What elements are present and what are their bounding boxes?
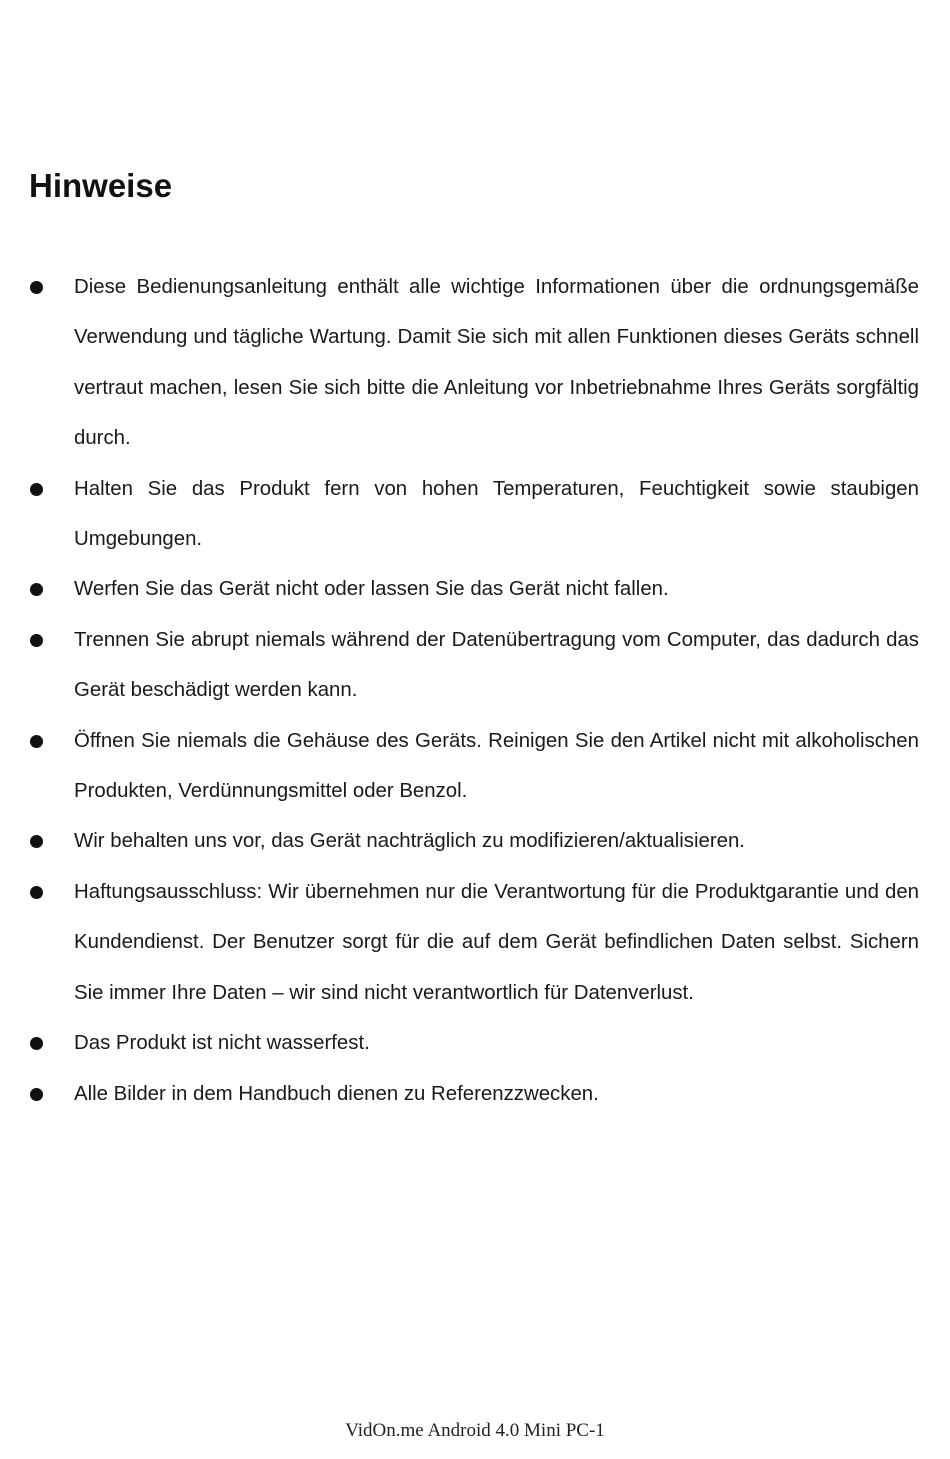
list-item [0,716,950,817]
notes-list [0,262,950,1119]
note-text: Das Produkt ist nicht wasserfest. [74,1032,370,1055]
bullet-icon [30,634,43,647]
bullet-icon [30,583,43,596]
note-text: Wir behalten uns vor, das Gerät nachträglich zu modifizieren/aktualisieren. [74,830,745,853]
bullet-icon [30,281,43,294]
note-text: Öffnen Sie niemals die Gehäuse des Geräts. Reinigen Sie den Artikel nicht mit alkoholischen Produkten, Verdünnungsmittel oder Benzol. [74,729,919,803]
page-footer: VidOn.me Android 4.0 Mini PC-1 [345,1420,605,1441]
list-item [0,1018,950,1068]
note-text: Halten Sie das Produkt fern von hohen Temperaturen, Feuchtigkeit sowie staubigen Umgebungen. [74,477,919,551]
list-item [0,564,950,614]
note-text: Werfen Sie das Gerät nicht oder lassen Sie das Gerät nicht fallen. [74,578,669,601]
bullet-icon [30,886,43,899]
list-item [0,867,950,1018]
list-item [0,262,950,464]
note-text: Trennen Sie abrupt niemals während der Datenübertragung vom Computer, das dadurch das Gerät beschädigt werden kann. [74,628,919,702]
note-text: Alle Bilder in dem Handbuch dienen zu Referenzzwecken. [74,1082,599,1105]
list-item [0,615,950,716]
bullet-icon [30,835,43,848]
bullet-icon [30,1088,43,1101]
list-item [0,464,950,565]
bullet-icon [30,483,43,496]
list-item [0,816,950,866]
note-text: Haftungsausschluss: Wir übernehmen nur die Verantwortung für die Produktgarantie und den Kundendienst. Der Benutzer sorgt für die auf dem Gerät befindlichen Daten selbst. Sichern Sie immer Ihre Daten – wir sind nicht verantwortlich für Datenverlust. [74,880,919,1004]
bullet-icon [30,1037,43,1050]
bullet-icon [30,735,43,748]
note-text: Diese Bedienungsanleitung enthält alle wichtige Informationen über die ordnungsgemäße Verwendung und tägliche Wartung. Damit Sie sich mit allen Funktionen dieses Geräts schnell vertraut machen, lesen Sie sich bitte die Anleitung vor Inbetriebnahme Ihres Geräts sorgfältig durch. [74,276,919,450]
list-item [0,1069,950,1119]
page-title: Hinweise [29,167,173,204]
